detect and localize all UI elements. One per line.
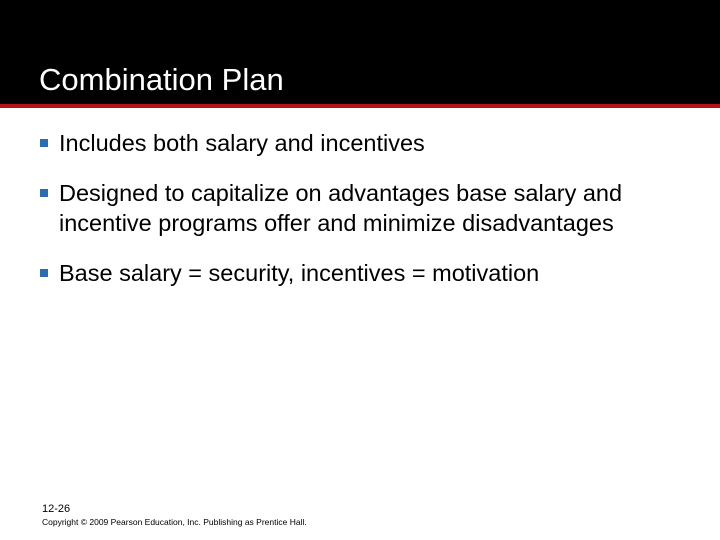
bullet-item xyxy=(39,178,689,238)
bullet-text: Designed to capitalize on advantages base salary and incentive programs offer and minimize disadvantages xyxy=(59,180,623,236)
title-bar xyxy=(0,0,720,104)
square-bullet-icon xyxy=(40,269,48,277)
square-bullet-icon xyxy=(40,139,48,147)
bullet-item xyxy=(39,128,689,158)
bullet-list xyxy=(39,128,689,288)
title-accent-line xyxy=(0,104,720,108)
slide-number: 12-26 xyxy=(42,503,71,515)
square-bullet-icon xyxy=(40,189,48,197)
bullet-item xyxy=(39,258,689,288)
copyright-notice: Copyright © 2009 Pearson Education, Inc. Publishing as Prentice Hall. xyxy=(42,517,307,527)
slide-title: Combination Plan xyxy=(39,62,284,97)
bullet-text: Includes both salary and incentives xyxy=(59,130,425,156)
bullet-text: Base salary = security, incentives = motivation xyxy=(59,260,540,286)
